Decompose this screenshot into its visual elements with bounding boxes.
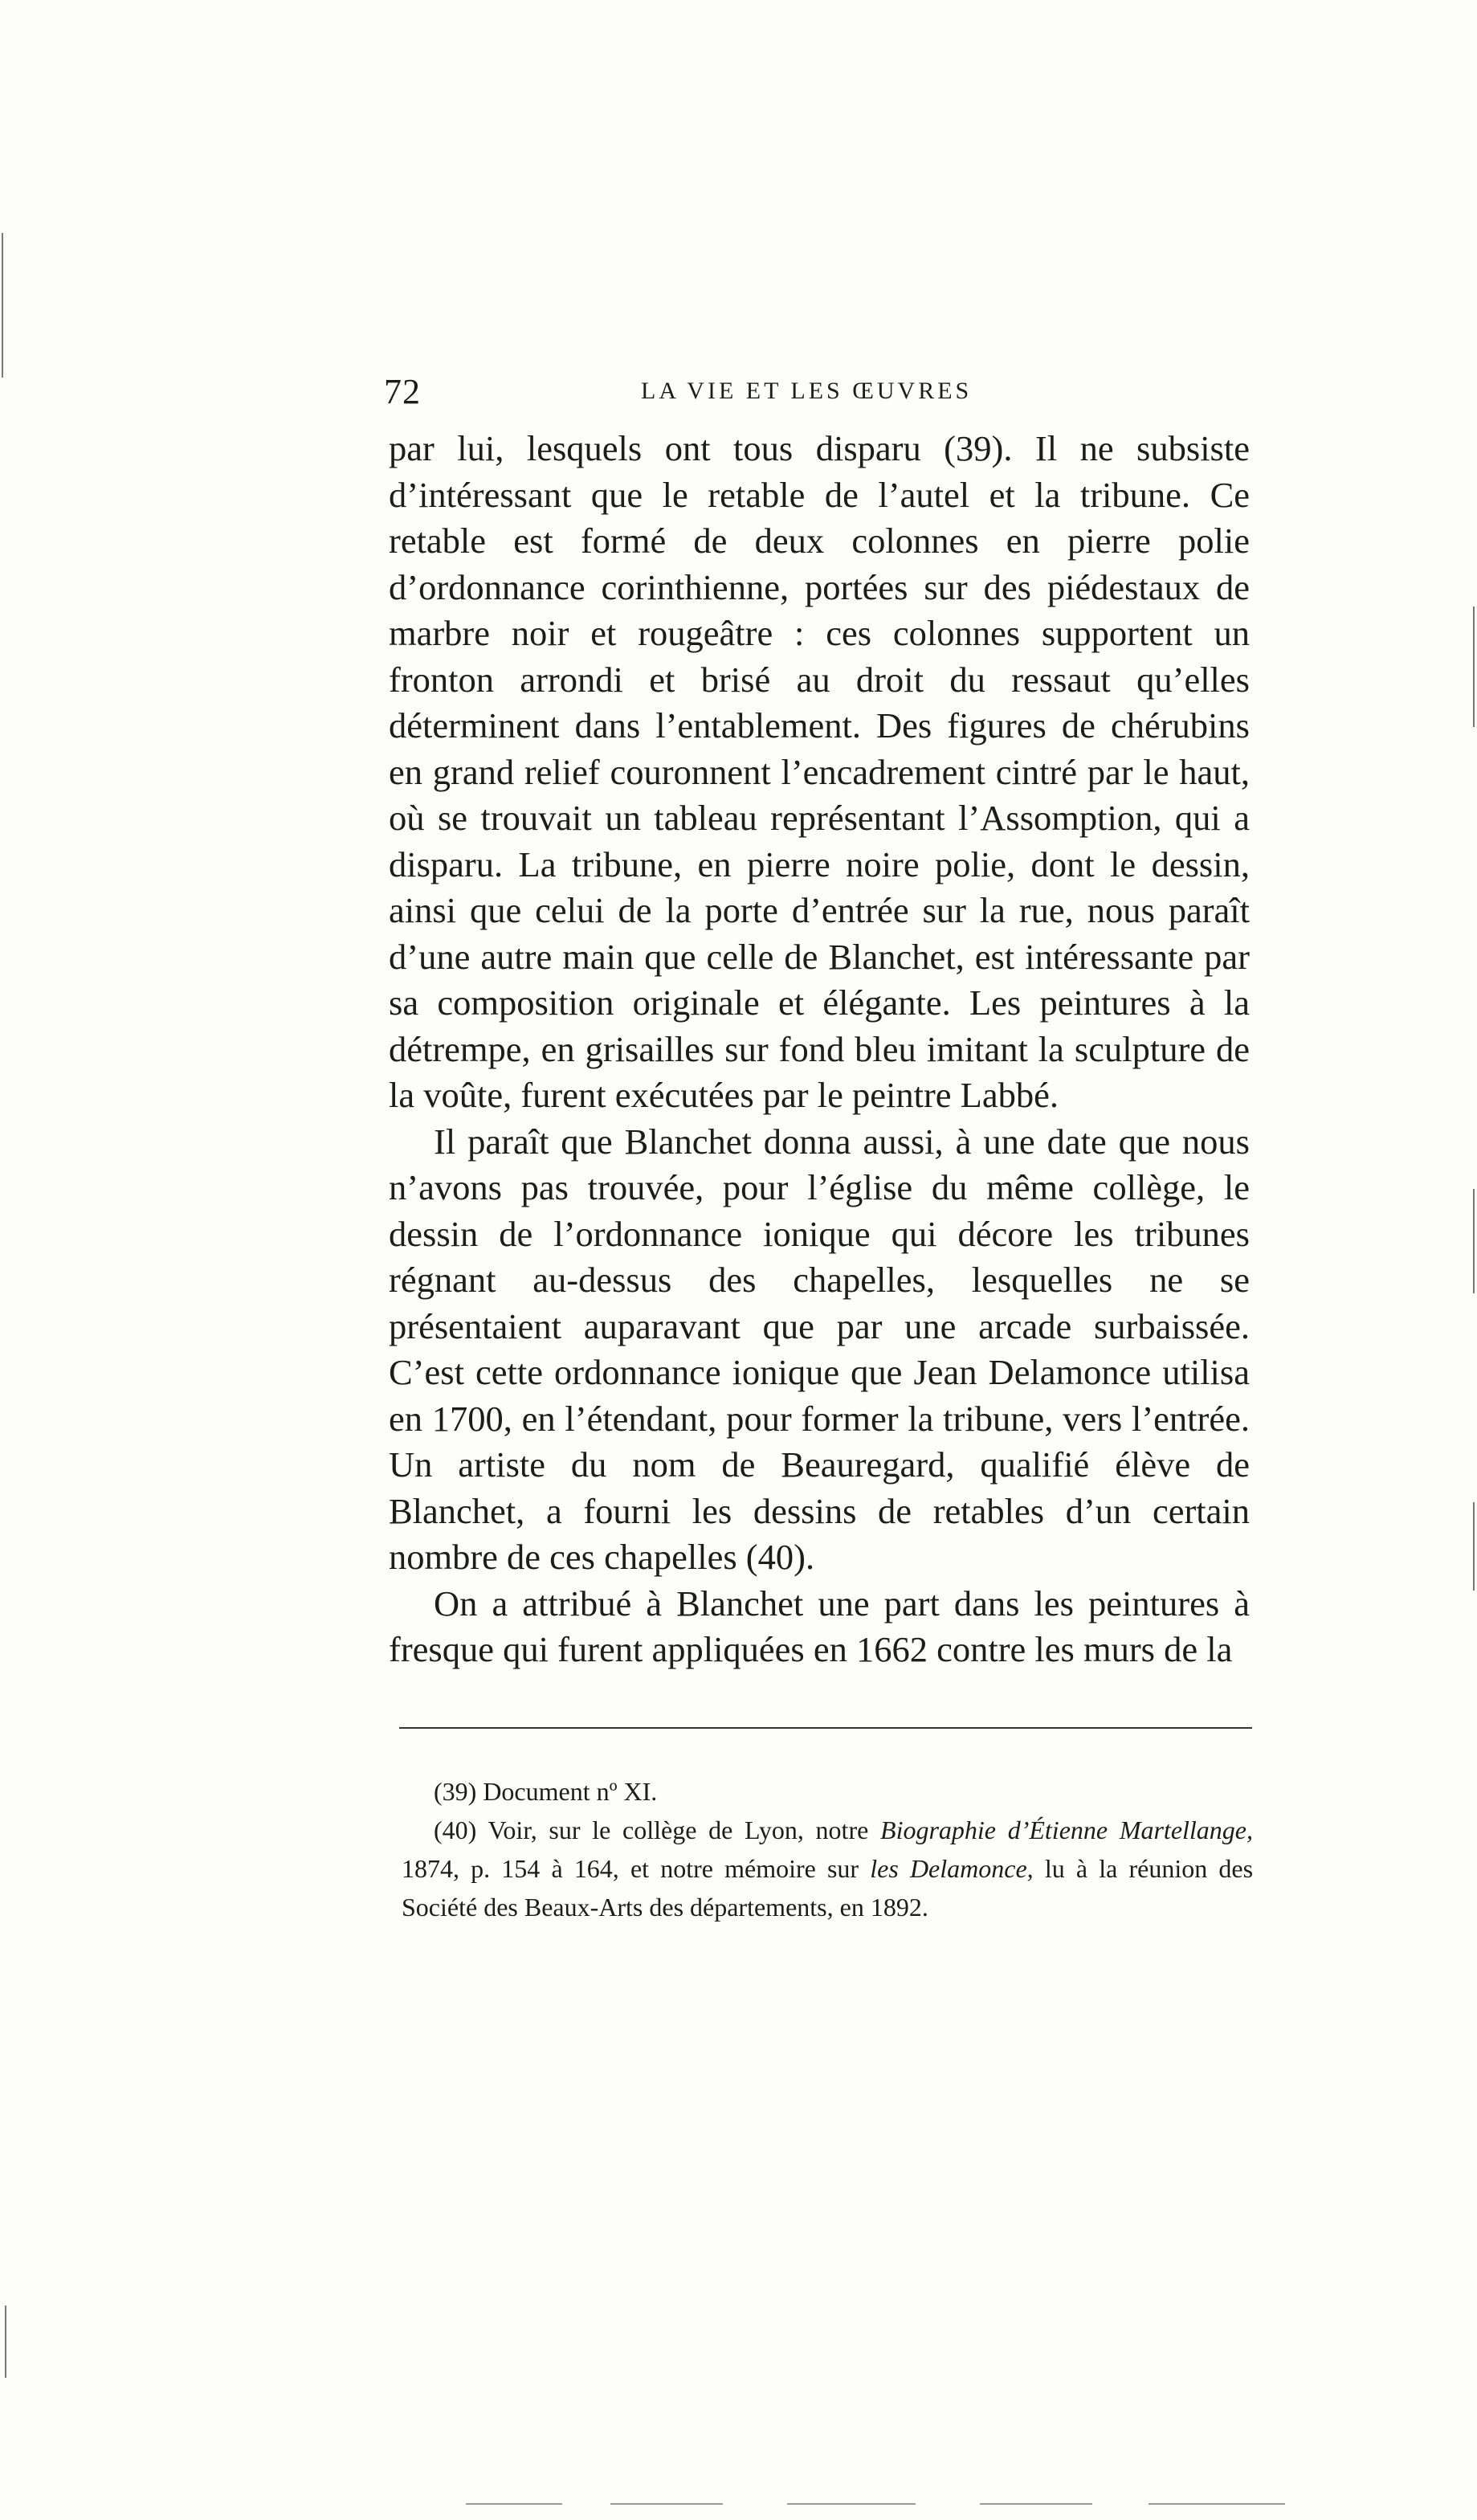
footnote-40-title-delamonce: les Delamonce,	[870, 1854, 1034, 1883]
scan-bottom-dash-1	[466, 2503, 562, 2505]
scan-bottom-dash-2	[610, 2503, 723, 2505]
scan-margin-line-left-bottom	[5, 2306, 6, 2378]
scan-bottom-dash-5	[1149, 2503, 1285, 2505]
footnote-40-suffix: lu à la réunion des Société des Beaux-Arts des départements, en 1892.	[402, 1854, 1254, 1922]
footnote-separator	[399, 1727, 1252, 1729]
page-number: 72	[384, 372, 421, 411]
footnote-40-title-biographie: Biographie d’Étienne Martellange,	[880, 1815, 1254, 1844]
scan-bottom-dash-4	[980, 2503, 1092, 2505]
running-title: LA VIE ET LES ŒUVRES	[641, 378, 973, 404]
page-header	[384, 371, 1251, 419]
footnote-40	[402, 1811, 1253, 1926]
scan-margin-line-right-3	[1473, 1502, 1475, 1591]
footnotes	[402, 1772, 1253, 1926]
scan-bottom-dash-3	[787, 2503, 916, 2505]
paragraph-3: On a attribué à Blanchet une part dans les peintures à fresque qui furent appliquées en 1662 contre les murs de la	[389, 1583, 1250, 1669]
footnote-39: (39) Document nº XI.	[434, 1777, 658, 1806]
paragraph-1: par lui, lesquels ont tous disparu (39). Il ne subsiste d’intéressant que le retable de l’autel et la tribune. Ce retable est formé de deux colonnes en pierre polie d’ordonnance corinthienne, portées sur des piédestaux de marbre noir et rougeâtre : ces colonnes supportent un fronton arrondi et brisé au droit du ressaut qu’elles déterminent dans l’entablement. Des figures de chérubins en grand relief couronnent l’encadrement cintré par le haut, où se trouvait un tableau représentant l’Assomption, qui a disparu. La tribune, en pierre noire polie, dont le dessin, ainsi que celui de la porte d’entrée sur la rue, nous paraît d’une autre main que celle de Blanchet, est intéressante par sa composition originale et élégante. Les peintures à la détrempe, en grisailles sur fond bleu imitant la sculpture de la voûte, furent exécutées par le peintre Labbé.	[389, 428, 1250, 1115]
footnote-40-prefix: (40) Voir, sur le collège de Lyon, notre	[434, 1815, 881, 1844]
body-text	[389, 426, 1250, 1673]
footnote-40-middle: 1874, p. 154 à 164, et notre mémoire sur	[402, 1854, 871, 1883]
scan-margin-line-left-top	[2, 233, 3, 378]
paragraph-2: Il paraît que Blanchet donna aussi, à une date que nous n’avons pas trouvée, pour l’église du même collège, le dessin de l’ordonnance ionique qui décore les tribunes régnant au-dessus des chapelles, lesquelles ne se présentaient auparavant que par une arcade surbaissée. C’est cette ordonnance ionique que Jean Delamonce utilisa en 1700, en l’étendant, pour former la tribune, vers l’entrée. Un artiste du nom de Beauregard, qualifié élève de Blanchet, a fourni les dessins de retables d’un certain nombre de ces chapelles (40).	[389, 1121, 1250, 1577]
scan-margin-line-right-2	[1473, 1189, 1475, 1293]
scan-margin-line-right-1	[1473, 607, 1475, 727]
